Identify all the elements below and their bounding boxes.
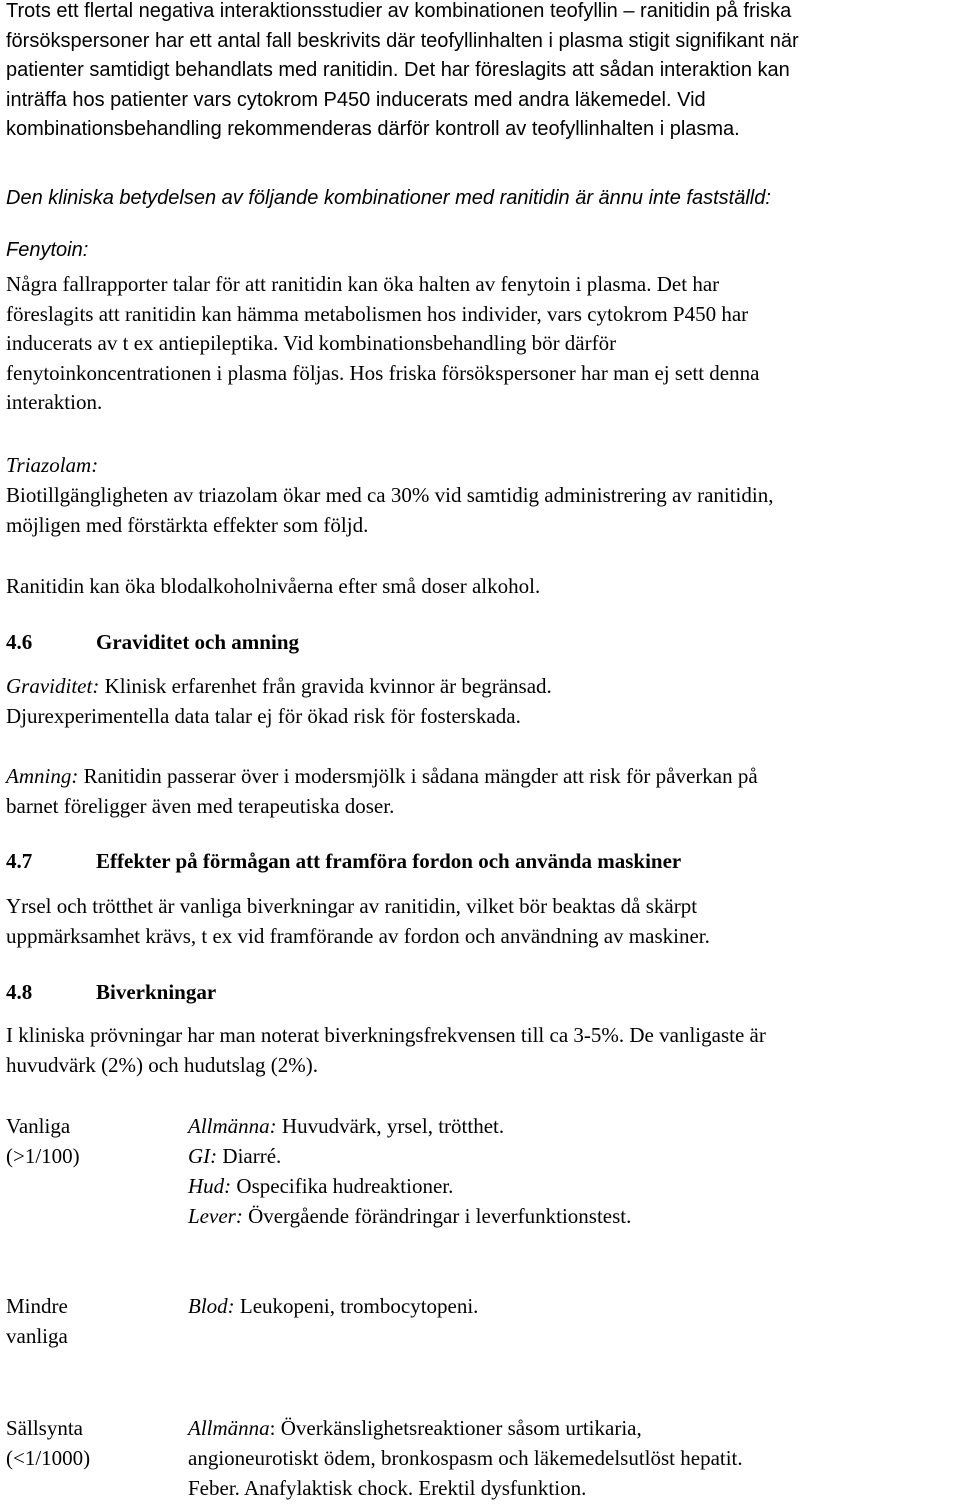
section-heading-4-7 — [6, 847, 681, 877]
driving-paragraph — [6, 892, 956, 951]
adverse-effects-intro — [6, 1021, 956, 1080]
text-line: fenytoinkoncentrationen i plasma följas. Hos friska försökspersoner har man ej sett denna — [6, 360, 760, 385]
pregnancy-text: Klinisk erfarenhet från gravida kvinnor är begränsad. — [99, 674, 552, 698]
text-line: Feber. Anafylaktisk chock. Erektil dysfunktion. — [188, 1476, 587, 1500]
text-line — [6, 762, 956, 792]
effect-text: Övergående förändringar i leverfunktionstest. — [242, 1204, 632, 1228]
lactation-paragraph — [6, 762, 956, 821]
lactation-text: Ranitidin passerar över i modersmjölk i sådana mängder att risk för påverkan på — [78, 764, 758, 788]
text-line — [6, 672, 956, 702]
category-name: Vanliga — [6, 1114, 71, 1138]
text-line: möjligen med förstärkta effekter som följd. — [6, 512, 369, 537]
list-item — [188, 1141, 948, 1171]
effect-text: Diarré. — [217, 1144, 282, 1168]
section-title: Graviditet och amning — [96, 630, 299, 654]
text-line: Yrsel och trötthet är vanliga biverkningar av ranitidin, vilket bör beaktas då skärpt — [6, 894, 698, 918]
text-line: Några fallrapporter talar för att ranitidin kan öka halten av fenytoin i plasma. Det har — [6, 272, 720, 296]
unclear-combinations-intro: Den kliniska betydelsen av följande kombinationer med ranitidin är ännu inte fastställd: — [6, 187, 771, 209]
effect-text: Leukopeni, trombocytopeni. — [234, 1294, 479, 1318]
organ-class-label: GI: — [188, 1144, 218, 1168]
alcohol-paragraph: Ranitidin kan öka blodalkoholnivåerna efter små doser alkohol. — [6, 574, 541, 598]
frequency-category-rare — [6, 1413, 176, 1473]
category-name: Mindre — [6, 1294, 68, 1318]
section-number: 4.6 — [6, 630, 33, 654]
text-line: inträffa hos patienter vars cytokrom P450 inducerats med andra läkemedel. Vid — [6, 88, 706, 111]
category-frequency: (<1/1000) — [6, 1446, 91, 1470]
text-line: uppmärksamhet krävs, t ex vid framförande av fordon och användning av maskiner. — [6, 923, 710, 948]
organ-class-label: Blod: — [188, 1294, 235, 1318]
organ-class-label: Allmänna — [188, 1416, 270, 1440]
section-number: 4.8 — [6, 980, 33, 1004]
organ-class-label: Hud: — [188, 1174, 232, 1198]
category-name: Sällsynta — [6, 1416, 83, 1440]
text-line: I kliniska prövningar har man noterat biverkningsfrekvensen till ca 3-5%. De vanligaste är — [6, 1023, 766, 1047]
triazolam-label: Triazolam: — [6, 453, 99, 477]
organ-class-label: Allmänna: — [188, 1114, 277, 1138]
category-frequency: (>1/100) — [6, 1144, 80, 1168]
theophylline-paragraph — [6, 0, 956, 145]
effect-text: : Överkänslighetsreaktioner såsom urtikaria, — [269, 1416, 642, 1440]
category-name: vanliga — [6, 1324, 68, 1348]
pregnancy-paragraph — [6, 672, 956, 731]
section-title: Biverkningar — [96, 980, 217, 1004]
text-line: barnet föreligger även med terapeutiska doser. — [6, 793, 395, 818]
less-common-effects-list — [188, 1291, 948, 1321]
triazolam-paragraph — [6, 481, 956, 540]
text-line: Trots ett flertal negativa interaktionsstudier av kombinationen teofyllin – ranitidin på friska — [6, 0, 792, 22]
text-line: huvudvärk (2%) och hudutslag (2%). — [6, 1052, 319, 1077]
section-number: 4.7 — [6, 849, 33, 873]
text-line: angioneurotiskt ödem, bronkospasm och läkemedelsutlöst hepatit. — [188, 1446, 743, 1470]
text-line: Djurexperimentella data talar ej för ökad risk för fosterskada. — [6, 703, 521, 728]
text-line: Biotillgängligheten av triazolam ökar med ca 30% vid samtidig administrering av ranitidin, — [6, 483, 774, 507]
pregnancy-label: Graviditet: — [6, 674, 100, 698]
effect-text: Huvudvärk, yrsel, trötthet. — [276, 1114, 505, 1138]
section-heading-4-8 — [6, 978, 216, 1008]
list-item — [188, 1171, 948, 1201]
list-item — [188, 1201, 948, 1231]
section-heading-4-6 — [6, 628, 299, 658]
text-line: försökspersoner har ett antal fall beskrivits där teofyllinhalten i plasma stigit signifikant när — [6, 29, 799, 52]
common-effects-list — [188, 1111, 948, 1231]
phenytoin-label: Fenytoin: — [6, 239, 89, 261]
text-line: inducerats av t ex antiepileptika. Vid kombinationsbehandling bör därför — [6, 331, 617, 355]
phenytoin-paragraph — [6, 270, 956, 418]
text-line: föreslagits att ranitidin kan hämma metabolismen hos individer, vars cytokrom P450 har — [6, 301, 749, 326]
text-line: interaktion. — [6, 390, 103, 414]
organ-class-label: Lever: — [188, 1204, 243, 1228]
text-line: kombinationsbehandling rekommenderas därför kontroll av teofyllinhalten i plasma. — [6, 118, 740, 140]
text-line: patienter samtidigt behandlats med ranitidin. Det har föreslagits att sådan interaktion kan — [6, 59, 790, 81]
section-title: Effekter på förmågan att framföra fordon och använda maskiner — [96, 849, 682, 873]
effect-text: Ospecifika hudreaktioner. — [231, 1174, 454, 1198]
list-item — [188, 1111, 948, 1141]
list-item — [188, 1413, 948, 1443]
frequency-category-less-common — [6, 1291, 176, 1351]
list-item — [188, 1291, 948, 1321]
rare-effects-list — [188, 1413, 948, 1503]
lactation-label: Amning: — [6, 764, 79, 788]
frequency-category-common — [6, 1111, 176, 1171]
